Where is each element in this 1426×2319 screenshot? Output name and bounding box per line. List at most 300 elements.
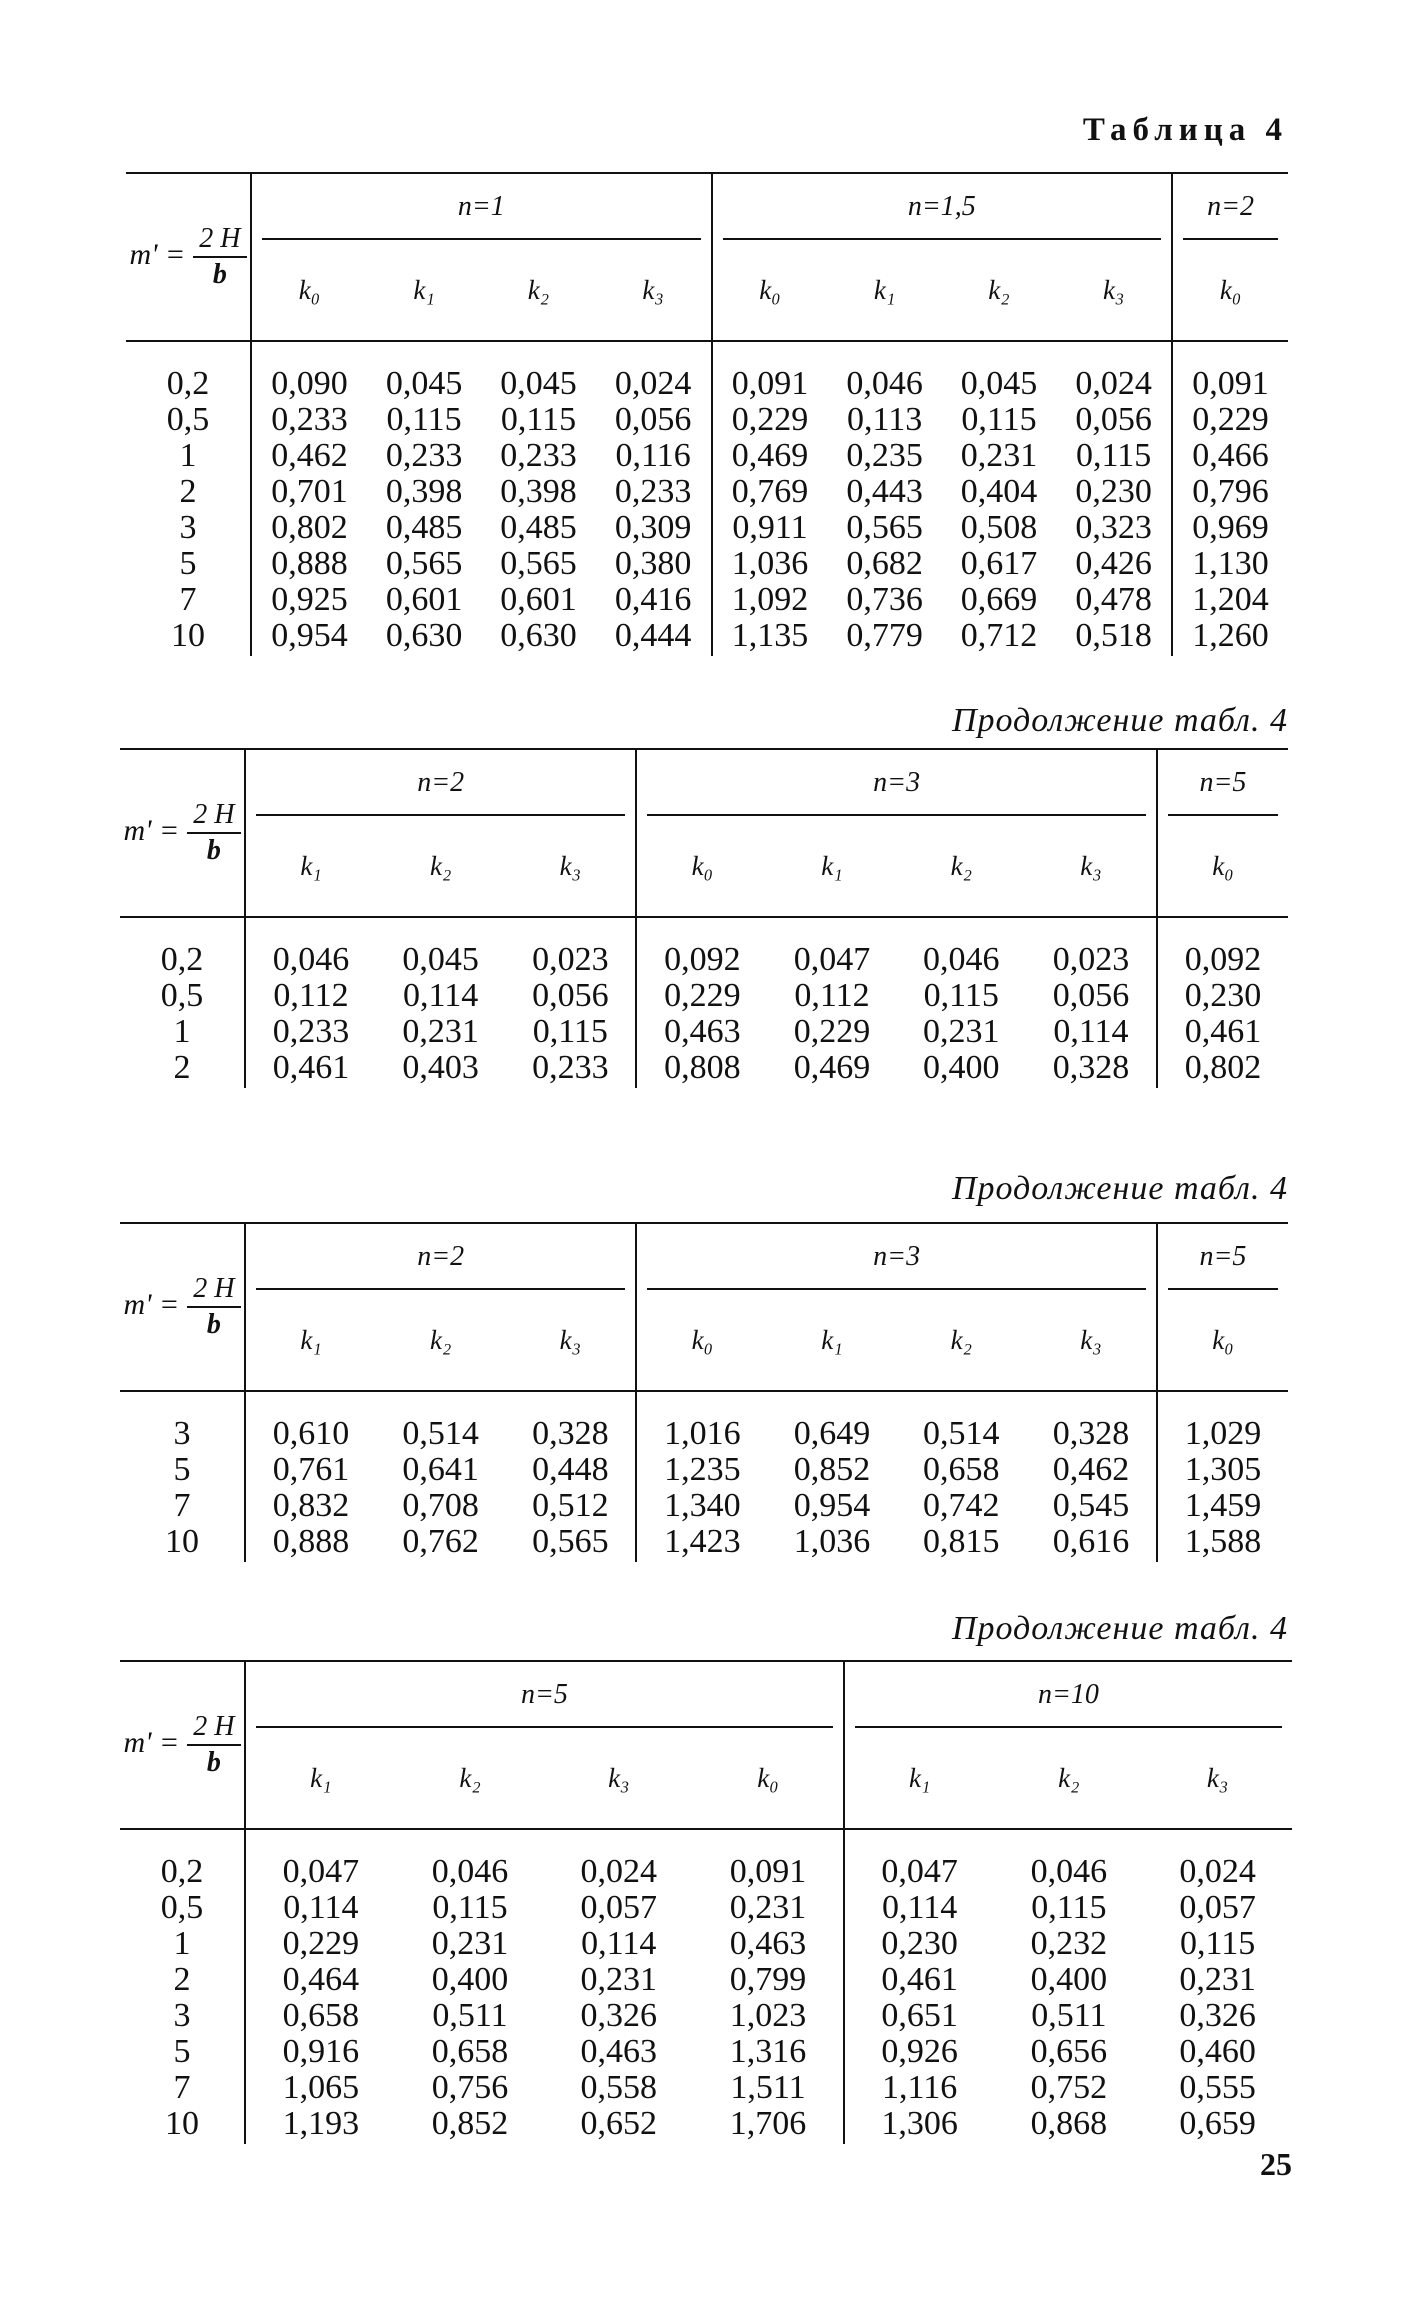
k-coefficient-header: k₂ <box>376 1290 505 1391</box>
value-cell: 0,708 <box>402 1487 479 1524</box>
value-cell: 0,056 <box>532 977 609 1014</box>
value-cell: 0,888 <box>251 546 367 582</box>
value-cell: 0,911 <box>712 510 828 546</box>
value-cell: 0,047 <box>793 941 871 978</box>
value-cell: 0,114 <box>245 1890 396 1926</box>
m-fraction-denominator: b <box>206 835 221 866</box>
table-row <box>120 1014 1288 1050</box>
value-cell: 1,130 <box>1172 546 1288 582</box>
value-cell: 0,461 <box>844 1962 995 1998</box>
k-coefficient-header: k₂ <box>897 816 1026 917</box>
k-coefficient-header: k₃ <box>544 1728 693 1829</box>
value-cell: 0,057 <box>1179 1889 1256 1926</box>
value-cell: 0,808 <box>636 1050 767 1088</box>
value-cell: 1,706 <box>729 2105 807 2142</box>
value-cell: 0,115 <box>1031 1889 1107 1926</box>
value-cell: 0,508 <box>960 509 1038 546</box>
m-ratio-header <box>120 1661 245 1829</box>
table-row <box>120 1452 1288 1488</box>
table-row <box>126 510 1288 546</box>
table-title: Таблица 4 <box>1082 112 1288 148</box>
m-label: m' = <box>123 813 180 847</box>
value-cell: 0,682 <box>846 545 923 582</box>
value-cell: 0,769 <box>712 474 828 510</box>
m-fraction <box>187 798 240 868</box>
value-cell: 1,204 <box>1172 582 1288 618</box>
value-cell: 0,565 <box>500 545 577 582</box>
value-cell: 0,113 <box>846 401 923 438</box>
table-row <box>120 1391 1288 1452</box>
n-group-header: n=1 <box>251 173 712 240</box>
value-cell: 1,135 <box>712 618 828 656</box>
continuation-label-1: Продолжение табл. 4 <box>951 702 1288 739</box>
value-cell: 1,016 <box>636 1391 767 1452</box>
m-value-cell: 2 <box>173 1961 191 1998</box>
value-cell: 0,091 <box>712 341 828 402</box>
n-group-header: n=2 <box>245 749 636 816</box>
k-coefficient-header: k₁ <box>245 1290 376 1391</box>
k-coefficient-header: k₁ <box>827 240 941 341</box>
value-cell: 0,046 <box>431 1853 509 1890</box>
value-cell: 0,229 <box>636 978 767 1014</box>
value-cell: 0,400 <box>1030 1961 1108 1998</box>
value-cell: 0,485 <box>385 509 463 546</box>
value-cell: 1,036 <box>793 1523 871 1560</box>
value-cell: 0,752 <box>1030 2069 1108 2106</box>
n-group-header: n=3 <box>636 749 1157 816</box>
value-cell: 0,466 <box>1172 438 1288 474</box>
k-coefficient-header: k₂ <box>994 1728 1143 1829</box>
k-coefficient-header: k₀ <box>1157 816 1288 917</box>
value-cell: 0,463 <box>729 1925 807 1962</box>
value-cell: 0,712 <box>960 617 1038 654</box>
n-group-header: n=2 <box>245 1223 636 1290</box>
value-cell: 0,511 <box>1031 1997 1107 2034</box>
value-cell: 0,116 <box>615 437 691 474</box>
k-coefficient-header: k₀ <box>712 240 828 341</box>
value-cell: 0,323 <box>1075 509 1152 546</box>
m-fraction <box>193 222 246 292</box>
value-cell: 0,742 <box>923 1487 1000 1524</box>
value-cell: 0,558 <box>580 2069 658 2106</box>
value-cell: 0,651 <box>844 1998 995 2034</box>
value-cell: 0,659 <box>1179 2105 1256 2142</box>
value-cell: 1,193 <box>245 2106 396 2144</box>
table-row <box>126 582 1288 618</box>
table-2 <box>120 748 1288 1088</box>
value-cell: 0,815 <box>923 1523 1000 1560</box>
m-value-cell: 0,2 <box>160 1853 204 1890</box>
m-value-cell: 7 <box>173 1487 191 1524</box>
table-row <box>120 1488 1288 1524</box>
value-cell: 0,398 <box>385 473 463 510</box>
value-cell: 0,464 <box>245 1962 396 1998</box>
value-cell: 0,460 <box>1179 2033 1256 2070</box>
value-cell: 0,235 <box>846 437 923 474</box>
m-fraction-numerator: 2 H <box>187 1272 240 1308</box>
value-cell: 0,779 <box>846 617 923 654</box>
k-coefficient-header: k₁ <box>245 816 376 917</box>
table-row <box>126 546 1288 582</box>
m-fraction-numerator: 2 H <box>187 798 240 834</box>
m-value-cell: 7 <box>179 581 197 618</box>
table-row <box>120 978 1288 1014</box>
value-cell: 0,426 <box>1075 545 1152 582</box>
table-row <box>120 2070 1292 2106</box>
table-3 <box>120 1222 1288 1562</box>
value-cell: 0,630 <box>385 617 463 654</box>
k-coefficient-header: k₂ <box>481 240 595 341</box>
value-cell: 1,023 <box>729 1997 807 2034</box>
m-fraction-denominator: b <box>206 1747 221 1778</box>
value-cell: 0,555 <box>1179 2069 1256 2106</box>
value-cell: 0,231 <box>960 437 1038 474</box>
value-cell: 0,916 <box>245 2034 396 2070</box>
value-cell: 0,617 <box>960 545 1038 582</box>
value-cell: 0,056 <box>1052 977 1130 1014</box>
table-row <box>120 1926 1292 1962</box>
value-cell: 1,306 <box>844 2106 995 2144</box>
value-cell: 0,112 <box>794 977 870 1014</box>
value-cell: 0,047 <box>245 1829 396 1890</box>
m-label: m' = <box>129 237 186 271</box>
value-cell: 0,092 <box>636 917 767 978</box>
m-value-cell: 3 <box>173 1997 191 2034</box>
value-cell: 0,115 <box>1076 437 1152 474</box>
value-cell: 0,658 <box>431 2033 509 2070</box>
m-value-cell: 0,5 <box>166 401 210 438</box>
value-cell: 0,469 <box>712 438 828 474</box>
m-value-cell: 1 <box>179 437 197 474</box>
m-fraction-denominator: b <box>212 259 227 290</box>
value-cell: 0,461 <box>1157 1014 1288 1050</box>
value-cell: 0,802 <box>1157 1050 1288 1088</box>
value-cell: 0,404 <box>960 473 1038 510</box>
value-cell: 0,469 <box>793 1049 871 1086</box>
value-cell: 0,512 <box>532 1487 609 1524</box>
m-value-cell: 2 <box>173 1049 191 1086</box>
value-cell: 0,485 <box>500 509 577 546</box>
continuation-label-3: Продолжение табл. 4 <box>951 1610 1288 1647</box>
value-cell: 0,565 <box>532 1523 609 1560</box>
table-row <box>126 618 1288 656</box>
value-cell: 0,462 <box>251 438 367 474</box>
value-cell: 1,260 <box>1172 618 1288 656</box>
m-label: m' = <box>123 1287 180 1321</box>
value-cell: 0,091 <box>1172 341 1288 402</box>
value-cell: 0,761 <box>245 1452 376 1488</box>
value-cell: 0,444 <box>614 617 692 654</box>
value-cell: 0,115 <box>386 401 462 438</box>
value-cell: 1,092 <box>712 582 828 618</box>
value-cell: 0,756 <box>431 2069 509 2106</box>
value-cell: 0,046 <box>1030 1853 1108 1890</box>
k-coefficient-header: k₁ <box>245 1728 396 1829</box>
m-value-cell: 1 <box>173 1925 191 1962</box>
value-cell: 0,230 <box>844 1926 995 1962</box>
m-fraction-denominator: b <box>206 1309 221 1340</box>
value-cell: 0,326 <box>580 1997 658 2034</box>
value-cell: 0,400 <box>923 1049 1000 1086</box>
value-cell: 1,588 <box>1157 1524 1288 1562</box>
value-cell: 0,954 <box>793 1487 871 1524</box>
value-cell: 0,463 <box>636 1014 767 1050</box>
m-value-cell: 5 <box>173 1451 191 1488</box>
value-cell: 0,231 <box>923 1013 1000 1050</box>
value-cell: 1,459 <box>1157 1488 1288 1524</box>
value-cell: 0,057 <box>580 1889 658 1926</box>
k-coefficient-header: k₂ <box>376 816 505 917</box>
value-cell: 0,514 <box>402 1415 479 1452</box>
n-group-header: n=2 <box>1172 173 1288 240</box>
value-cell: 1,065 <box>245 2070 396 2106</box>
value-cell: 0,233 <box>245 1014 376 1050</box>
n-group-header: n=1,5 <box>712 173 1173 240</box>
k-coefficient-header: k₀ <box>636 1290 767 1391</box>
table-row <box>120 1998 1292 2034</box>
value-cell: 0,630 <box>500 617 577 654</box>
k-coefficient-header: k₀ <box>636 816 767 917</box>
k-coefficient-header: k₂ <box>942 240 1056 341</box>
value-cell: 0,115 <box>961 401 1037 438</box>
m-value-cell: 0,2 <box>166 365 210 402</box>
table-row <box>120 2034 1292 2070</box>
m-fraction <box>187 1272 240 1342</box>
k-coefficient-header: k₀ <box>1157 1290 1288 1391</box>
value-cell: 0,601 <box>385 581 463 618</box>
m-value-cell: 3 <box>179 509 197 546</box>
m-fraction <box>187 1710 240 1780</box>
value-cell: 0,403 <box>402 1049 479 1086</box>
value-cell: 0,024 <box>580 1853 658 1890</box>
table-1 <box>126 172 1288 656</box>
value-cell: 1,305 <box>1157 1452 1288 1488</box>
table-row <box>120 917 1288 978</box>
k-coefficient-header: k₁ <box>367 240 481 341</box>
value-cell: 0,565 <box>846 509 923 546</box>
value-cell: 0,416 <box>614 581 692 618</box>
value-cell: 0,046 <box>245 917 376 978</box>
value-cell: 0,233 <box>251 402 367 438</box>
value-cell: 0,309 <box>614 509 692 546</box>
value-cell: 0,231 <box>1179 1961 1256 1998</box>
value-cell: 0,925 <box>251 582 367 618</box>
value-cell: 0,926 <box>844 2034 995 2070</box>
value-cell: 0,056 <box>614 401 692 438</box>
value-cell: 0,852 <box>793 1451 871 1488</box>
k-coefficient-header: k₃ <box>1056 240 1172 341</box>
k-coefficient-header: k₃ <box>1026 1290 1157 1391</box>
value-cell: 0,231 <box>431 1925 509 1962</box>
value-cell: 0,518 <box>1075 617 1152 654</box>
value-cell: 0,462 <box>1052 1451 1130 1488</box>
n-group-header: n=5 <box>245 1661 844 1728</box>
m-value-cell: 10 <box>165 1523 199 1560</box>
value-cell: 0,669 <box>960 581 1038 618</box>
m-value-cell: 3 <box>173 1415 191 1452</box>
value-cell: 0,233 <box>500 437 577 474</box>
value-cell: 0,045 <box>385 365 463 402</box>
value-cell: 0,326 <box>1179 1997 1256 2034</box>
value-cell: 0,514 <box>923 1415 1000 1452</box>
value-cell: 0,090 <box>251 341 367 402</box>
table-row <box>126 438 1288 474</box>
m-value-cell: 0,2 <box>160 941 204 978</box>
value-cell: 0,232 <box>1030 1925 1108 1962</box>
k-coefficient-header: k₃ <box>596 240 712 341</box>
value-cell: 0,230 <box>1075 473 1152 510</box>
m-value-cell: 1 <box>173 1013 191 1050</box>
value-cell: 0,545 <box>1052 1487 1130 1524</box>
value-cell: 0,114 <box>581 1925 657 1962</box>
value-cell: 0,229 <box>1172 402 1288 438</box>
value-cell: 0,565 <box>385 545 463 582</box>
m-ratio-header <box>120 1223 245 1391</box>
value-cell: 1,235 <box>636 1452 767 1488</box>
value-cell: 0,701 <box>251 474 367 510</box>
k-coefficient-header: k₁ <box>767 1290 896 1391</box>
k-coefficient-header: k₂ <box>897 1290 1026 1391</box>
value-cell: 0,328 <box>1052 1049 1130 1086</box>
k-coefficient-header: k₀ <box>1172 240 1288 341</box>
value-cell: 0,045 <box>960 365 1038 402</box>
m-value-cell: 0,5 <box>160 1889 204 1926</box>
value-cell: 0,736 <box>846 581 923 618</box>
value-cell: 0,115 <box>532 1013 608 1050</box>
table-row <box>120 1962 1292 1998</box>
value-cell: 0,658 <box>245 1998 396 2034</box>
value-cell: 0,656 <box>1030 2033 1108 2070</box>
k-coefficient-header: k₃ <box>505 816 636 917</box>
k-coefficient-header: k₃ <box>1026 816 1157 917</box>
value-cell: 0,649 <box>793 1415 871 1452</box>
k-coefficient-header: k₁ <box>767 816 896 917</box>
value-cell: 0,832 <box>245 1488 376 1524</box>
m-value-cell: 10 <box>171 617 205 654</box>
table-4 <box>120 1660 1292 2144</box>
k-coefficient-header: k₃ <box>505 1290 636 1391</box>
value-cell: 0,045 <box>402 941 479 978</box>
value-cell: 0,852 <box>431 2105 509 2142</box>
value-cell: 0,115 <box>1179 1925 1256 1962</box>
value-cell: 0,231 <box>402 1013 479 1050</box>
value-cell: 0,056 <box>1075 401 1152 438</box>
table-row <box>126 402 1288 438</box>
m-value-cell: 5 <box>179 545 197 582</box>
value-cell: 0,616 <box>1052 1523 1130 1560</box>
m-value-cell: 10 <box>165 2105 199 2142</box>
n-group-header: n=10 <box>844 1661 1292 1728</box>
table-row <box>120 1050 1288 1088</box>
m-fraction-numerator: 2 H <box>193 222 246 258</box>
value-cell: 0,024 <box>614 365 692 402</box>
value-cell: 0,046 <box>846 365 923 402</box>
k-coefficient-header: k₁ <box>844 1728 995 1829</box>
value-cell: 0,115 <box>500 401 577 438</box>
value-cell: 0,024 <box>1179 1853 1256 1890</box>
value-cell: 0,091 <box>729 1853 807 1890</box>
value-cell: 1,423 <box>636 1524 767 1562</box>
k-coefficient-header: k₀ <box>251 240 367 341</box>
m-value-cell: 0,5 <box>160 977 204 1014</box>
table-row <box>120 1524 1288 1562</box>
value-cell: 0,092 <box>1157 917 1288 978</box>
value-cell: 0,511 <box>432 1997 508 2034</box>
value-cell: 0,024 <box>1075 365 1152 402</box>
m-ratio-header <box>120 749 245 917</box>
value-cell: 0,762 <box>402 1523 479 1560</box>
value-cell: 0,112 <box>245 978 376 1014</box>
n-group-header: n=3 <box>636 1223 1157 1290</box>
value-cell: 0,478 <box>1075 581 1152 618</box>
m-fraction-numerator: 2 H <box>187 1710 240 1746</box>
m-value-cell: 5 <box>173 2033 191 2070</box>
value-cell: 1,340 <box>636 1488 767 1524</box>
n-group-header: n=5 <box>1157 1223 1288 1290</box>
value-cell: 0,463 <box>580 2033 658 2070</box>
value-cell: 0,229 <box>245 1926 396 1962</box>
value-cell: 0,796 <box>1172 474 1288 510</box>
value-cell: 0,443 <box>846 473 923 510</box>
value-cell: 0,115 <box>923 977 999 1014</box>
value-cell: 0,023 <box>1052 941 1130 978</box>
table-row <box>120 1829 1292 1890</box>
m-value-cell: 7 <box>173 2069 191 2106</box>
value-cell: 0,799 <box>729 1961 807 1998</box>
value-cell: 0,328 <box>1052 1415 1130 1452</box>
value-cell: 0,400 <box>431 1961 509 1998</box>
value-cell: 0,610 <box>245 1391 376 1452</box>
value-cell: 0,888 <box>245 1524 376 1562</box>
table-row <box>120 1890 1292 1926</box>
value-cell: 0,448 <box>532 1451 609 1488</box>
table-row <box>126 474 1288 510</box>
value-cell: 0,229 <box>712 402 828 438</box>
value-cell: 0,231 <box>729 1889 807 1926</box>
value-cell: 0,380 <box>614 545 692 582</box>
value-cell: 0,233 <box>532 1049 609 1086</box>
value-cell: 0,658 <box>923 1451 1000 1488</box>
value-cell: 0,328 <box>532 1415 609 1452</box>
value-cell: 0,233 <box>385 437 463 474</box>
value-cell: 0,046 <box>923 941 1000 978</box>
table-row <box>120 2106 1292 2144</box>
value-cell: 0,114 <box>844 1890 995 1926</box>
value-cell: 1,511 <box>730 2069 806 2106</box>
value-cell: 0,045 <box>500 365 577 402</box>
value-cell: 0,231 <box>580 1961 658 1998</box>
value-cell: 0,601 <box>500 581 577 618</box>
table-row <box>126 341 1288 402</box>
page-number: 25 <box>1260 2146 1292 2182</box>
value-cell: 0,398 <box>500 473 577 510</box>
value-cell: 0,047 <box>844 1829 995 1890</box>
value-cell: 1,036 <box>712 546 828 582</box>
value-cell: 0,114 <box>1053 1013 1129 1050</box>
m-value-cell: 2 <box>179 473 197 510</box>
value-cell: 0,868 <box>1030 2105 1108 2142</box>
value-cell: 0,954 <box>251 618 367 656</box>
value-cell: 0,115 <box>432 1889 508 1926</box>
m-ratio-header <box>126 173 251 341</box>
m-label: m' = <box>123 1725 180 1759</box>
value-cell: 0,114 <box>403 977 479 1014</box>
value-cell: 0,802 <box>251 510 367 546</box>
k-coefficient-header: k₃ <box>1143 1728 1292 1829</box>
value-cell: 0,641 <box>402 1451 479 1488</box>
value-cell: 0,229 <box>793 1013 871 1050</box>
value-cell: 0,230 <box>1157 978 1288 1014</box>
